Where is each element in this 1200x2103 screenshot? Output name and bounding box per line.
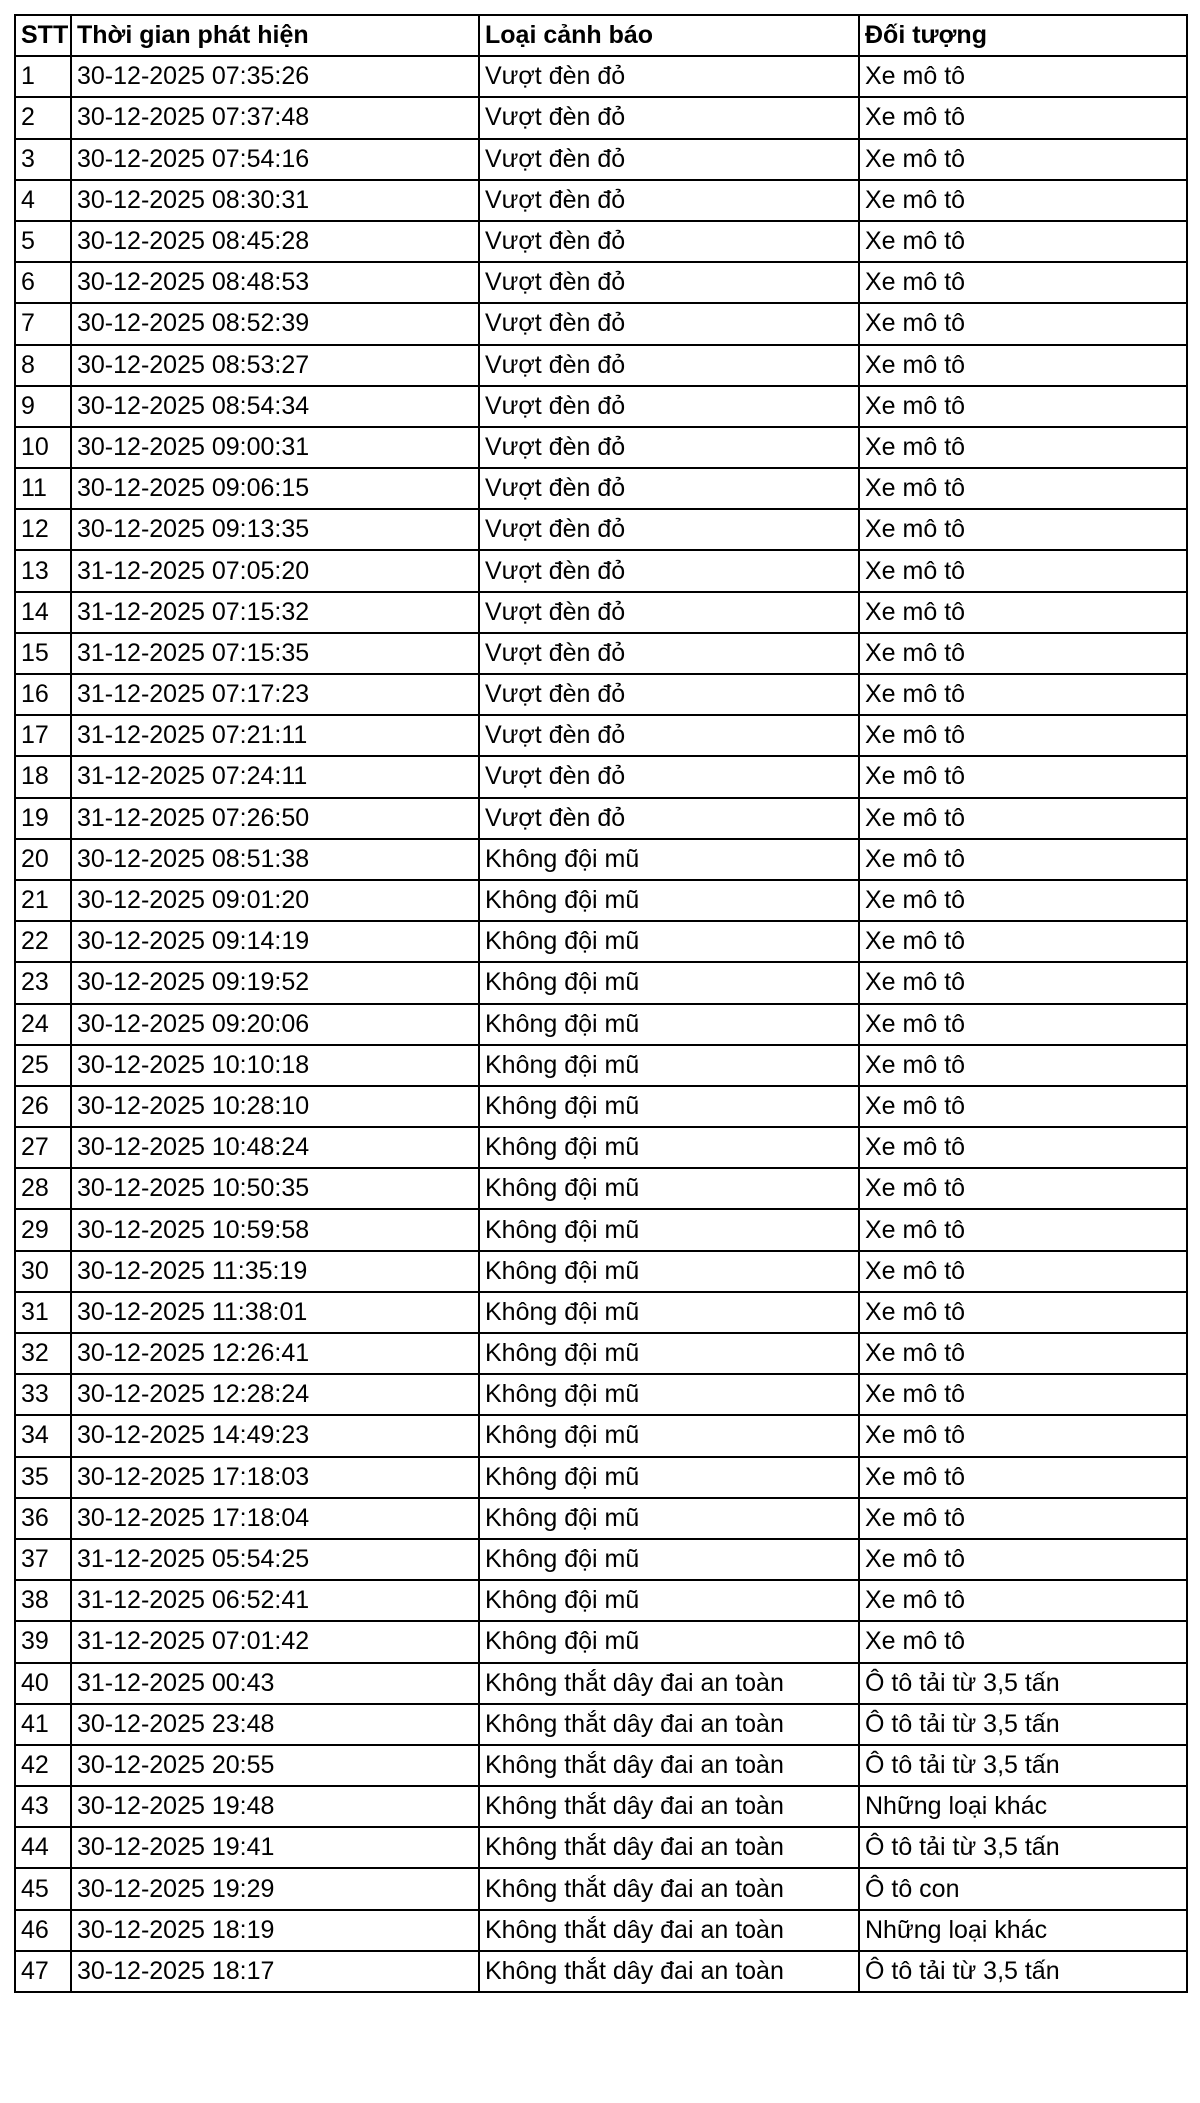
table-row: [15, 1868, 1187, 1909]
cell-detection-time: 30-12-2025 09:19:52: [71, 962, 479, 1003]
cell-stt: 16: [15, 674, 71, 715]
table-row: [15, 962, 1187, 1003]
cell-stt: 17: [15, 715, 71, 756]
cell-alert-type: Vượt đèn đỏ: [479, 139, 859, 180]
cell-detection-time: 30-12-2025 19:41: [71, 1827, 479, 1868]
cell-alert-type: Vượt đèn đỏ: [479, 386, 859, 427]
cell-alert-type: Không đội mũ: [479, 1292, 859, 1333]
table-header: [15, 15, 1187, 56]
table-row: [15, 839, 1187, 880]
cell-detection-time: 30-12-2025 09:00:31: [71, 427, 479, 468]
cell-alert-type: Vượt đèn đỏ: [479, 303, 859, 344]
cell-detection-time: 30-12-2025 07:37:48: [71, 97, 479, 138]
cell-stt: 3: [15, 139, 71, 180]
table-row: [15, 97, 1187, 138]
cell-vehicle-type: Xe mô tô: [859, 1292, 1187, 1333]
table-row: [15, 1374, 1187, 1415]
cell-detection-time: 30-12-2025 23:48: [71, 1704, 479, 1745]
cell-vehicle-type: Xe mô tô: [859, 1168, 1187, 1209]
cell-detection-time: 30-12-2025 19:29: [71, 1868, 479, 1909]
cell-alert-type: Không thắt dây đai an toàn: [479, 1786, 859, 1827]
table-row: [15, 1910, 1187, 1951]
table-row: [15, 1292, 1187, 1333]
cell-vehicle-type: Xe mô tô: [859, 1127, 1187, 1168]
cell-detection-time: 30-12-2025 20:55: [71, 1745, 479, 1786]
cell-alert-type: Vượt đèn đỏ: [479, 97, 859, 138]
cell-stt: 35: [15, 1457, 71, 1498]
cell-detection-time: 30-12-2025 11:35:19: [71, 1251, 479, 1292]
cell-stt: 31: [15, 1292, 71, 1333]
cell-vehicle-type: Xe mô tô: [859, 139, 1187, 180]
cell-detection-time: 30-12-2025 17:18:03: [71, 1457, 479, 1498]
cell-vehicle-type: Ô tô tải từ 3,5 tấn: [859, 1745, 1187, 1786]
table-row: [15, 1827, 1187, 1868]
table-row: [15, 1209, 1187, 1250]
cell-stt: 42: [15, 1745, 71, 1786]
cell-detection-time: 30-12-2025 12:28:24: [71, 1374, 479, 1415]
cell-alert-type: Không đội mũ: [479, 1004, 859, 1045]
cell-vehicle-type: Xe mô tô: [859, 1374, 1187, 1415]
cell-vehicle-type: Xe mô tô: [859, 468, 1187, 509]
cell-detection-time: 31-12-2025 07:05:20: [71, 550, 479, 591]
cell-alert-type: Không thắt dây đai an toàn: [479, 1827, 859, 1868]
cell-detection-time: 30-12-2025 08:48:53: [71, 262, 479, 303]
cell-alert-type: Không đội mũ: [479, 1209, 859, 1250]
header-alert-type: Loại cảnh báo: [479, 15, 859, 56]
table-row: [15, 1004, 1187, 1045]
cell-detection-time: 31-12-2025 00:43: [71, 1663, 479, 1704]
cell-stt: 18: [15, 756, 71, 797]
cell-alert-type: Vượt đèn đỏ: [479, 633, 859, 674]
table-row: [15, 221, 1187, 262]
cell-vehicle-type: Xe mô tô: [859, 509, 1187, 550]
cell-stt: 14: [15, 592, 71, 633]
cell-stt: 8: [15, 345, 71, 386]
cell-stt: 36: [15, 1498, 71, 1539]
cell-vehicle-type: Xe mô tô: [859, 1086, 1187, 1127]
cell-vehicle-type: Xe mô tô: [859, 1415, 1187, 1456]
table-row: [15, 139, 1187, 180]
cell-detection-time: 30-12-2025 10:28:10: [71, 1086, 479, 1127]
cell-stt: 4: [15, 180, 71, 221]
table-row: [15, 345, 1187, 386]
cell-alert-type: Không đội mũ: [479, 1457, 859, 1498]
cell-vehicle-type: Xe mô tô: [859, 262, 1187, 303]
cell-stt: 39: [15, 1621, 71, 1662]
cell-alert-type: Vượt đèn đỏ: [479, 56, 859, 97]
cell-stt: 12: [15, 509, 71, 550]
cell-alert-type: Không đội mũ: [479, 880, 859, 921]
cell-vehicle-type: Xe mô tô: [859, 1457, 1187, 1498]
cell-stt: 33: [15, 1374, 71, 1415]
cell-stt: 43: [15, 1786, 71, 1827]
cell-stt: 28: [15, 1168, 71, 1209]
table-row: [15, 56, 1187, 97]
cell-detection-time: 30-12-2025 08:51:38: [71, 839, 479, 880]
cell-vehicle-type: Xe mô tô: [859, 345, 1187, 386]
cell-alert-type: Không đội mũ: [479, 1580, 859, 1621]
cell-vehicle-type: Xe mô tô: [859, 674, 1187, 715]
cell-alert-type: Vượt đèn đỏ: [479, 262, 859, 303]
cell-vehicle-type: Xe mô tô: [859, 56, 1187, 97]
table-row: [15, 1127, 1187, 1168]
table-row: [15, 1539, 1187, 1580]
cell-stt: 46: [15, 1910, 71, 1951]
cell-detection-time: 30-12-2025 09:13:35: [71, 509, 479, 550]
cell-detection-time: 30-12-2025 18:19: [71, 1910, 479, 1951]
cell-vehicle-type: Ô tô tải từ 3,5 tấn: [859, 1951, 1187, 1992]
cell-detection-time: 30-12-2025 14:49:23: [71, 1415, 479, 1456]
cell-stt: 21: [15, 880, 71, 921]
header-stt: STT: [15, 15, 71, 56]
table-row: [15, 674, 1187, 715]
cell-stt: 23: [15, 962, 71, 1003]
cell-vehicle-type: Ô tô tải từ 3,5 tấn: [859, 1663, 1187, 1704]
table-row: [15, 427, 1187, 468]
violation-table-sheet: [14, 14, 1186, 1993]
cell-alert-type: Vượt đèn đỏ: [479, 468, 859, 509]
cell-stt: 32: [15, 1333, 71, 1374]
table-row: [15, 1168, 1187, 1209]
cell-detection-time: 31-12-2025 07:21:11: [71, 715, 479, 756]
cell-alert-type: Vượt đèn đỏ: [479, 550, 859, 591]
cell-alert-type: Không đội mũ: [479, 1251, 859, 1292]
cell-vehicle-type: Xe mô tô: [859, 1209, 1187, 1250]
table-row: [15, 921, 1187, 962]
cell-stt: 47: [15, 1951, 71, 1992]
cell-alert-type: Vượt đèn đỏ: [479, 674, 859, 715]
cell-vehicle-type: Xe mô tô: [859, 1004, 1187, 1045]
cell-stt: 22: [15, 921, 71, 962]
cell-vehicle-type: Xe mô tô: [859, 427, 1187, 468]
cell-alert-type: Vượt đèn đỏ: [479, 592, 859, 633]
cell-stt: 37: [15, 1539, 71, 1580]
table-row: [15, 1045, 1187, 1086]
cell-detection-time: 30-12-2025 09:01:20: [71, 880, 479, 921]
cell-vehicle-type: Những loại khác: [859, 1786, 1187, 1827]
cell-detection-time: 31-12-2025 07:15:32: [71, 592, 479, 633]
table-row: [15, 468, 1187, 509]
table-row: [15, 509, 1187, 550]
cell-vehicle-type: Xe mô tô: [859, 386, 1187, 427]
header-detection-time: Thời gian phát hiện: [71, 15, 479, 56]
cell-stt: 15: [15, 633, 71, 674]
cell-alert-type: Vượt đèn đỏ: [479, 715, 859, 756]
cell-stt: 38: [15, 1580, 71, 1621]
cell-detection-time: 30-12-2025 09:20:06: [71, 1004, 479, 1045]
cell-stt: 2: [15, 97, 71, 138]
cell-vehicle-type: Ô tô tải từ 3,5 tấn: [859, 1704, 1187, 1745]
cell-alert-type: Không đội mũ: [479, 1168, 859, 1209]
cell-detection-time: 30-12-2025 10:59:58: [71, 1209, 479, 1250]
cell-stt: 7: [15, 303, 71, 344]
cell-vehicle-type: Xe mô tô: [859, 592, 1187, 633]
violation-table: [14, 14, 1188, 1993]
table-row: [15, 880, 1187, 921]
cell-alert-type: Không đội mũ: [479, 1539, 859, 1580]
cell-stt: 34: [15, 1415, 71, 1456]
cell-detection-time: 30-12-2025 10:10:18: [71, 1045, 479, 1086]
cell-alert-type: Vượt đèn đỏ: [479, 345, 859, 386]
cell-vehicle-type: Ô tô tải từ 3,5 tấn: [859, 1827, 1187, 1868]
cell-detection-time: 31-12-2025 07:15:35: [71, 633, 479, 674]
cell-detection-time: 30-12-2025 11:38:01: [71, 1292, 479, 1333]
cell-vehicle-type: Xe mô tô: [859, 303, 1187, 344]
cell-vehicle-type: Xe mô tô: [859, 756, 1187, 797]
cell-stt: 45: [15, 1868, 71, 1909]
cell-vehicle-type: Xe mô tô: [859, 798, 1187, 839]
cell-detection-time: 31-12-2025 07:17:23: [71, 674, 479, 715]
table-row: [15, 1498, 1187, 1539]
cell-detection-time: 31-12-2025 07:01:42: [71, 1621, 479, 1662]
cell-vehicle-type: Xe mô tô: [859, 1251, 1187, 1292]
cell-alert-type: Không đội mũ: [479, 1374, 859, 1415]
table-row: [15, 798, 1187, 839]
cell-detection-time: 31-12-2025 07:26:50: [71, 798, 479, 839]
cell-vehicle-type: Xe mô tô: [859, 221, 1187, 262]
cell-vehicle-type: Xe mô tô: [859, 1333, 1187, 1374]
table-row: [15, 1333, 1187, 1374]
cell-alert-type: Không đội mũ: [479, 962, 859, 1003]
cell-stt: 11: [15, 468, 71, 509]
table-row: [15, 1663, 1187, 1704]
cell-detection-time: 30-12-2025 12:26:41: [71, 1333, 479, 1374]
table-row: [15, 1745, 1187, 1786]
cell-stt: 6: [15, 262, 71, 303]
table-row: [15, 1786, 1187, 1827]
table-row: [15, 592, 1187, 633]
header-vehicle-type: Đối tượng: [859, 15, 1187, 56]
cell-stt: 9: [15, 386, 71, 427]
cell-stt: 25: [15, 1045, 71, 1086]
cell-detection-time: 30-12-2025 09:14:19: [71, 921, 479, 962]
table-row: [15, 550, 1187, 591]
cell-alert-type: Không thắt dây đai an toàn: [479, 1745, 859, 1786]
cell-alert-type: Vượt đèn đỏ: [479, 427, 859, 468]
cell-alert-type: Vượt đèn đỏ: [479, 180, 859, 221]
table-row: [15, 1415, 1187, 1456]
cell-detection-time: 30-12-2025 19:48: [71, 1786, 479, 1827]
cell-stt: 29: [15, 1209, 71, 1250]
cell-detection-time: 31-12-2025 05:54:25: [71, 1539, 479, 1580]
cell-stt: 41: [15, 1704, 71, 1745]
cell-stt: 1: [15, 56, 71, 97]
table-row: [15, 386, 1187, 427]
cell-alert-type: Vượt đèn đỏ: [479, 221, 859, 262]
table-row: [15, 633, 1187, 674]
table-row: [15, 1580, 1187, 1621]
cell-detection-time: 30-12-2025 08:53:27: [71, 345, 479, 386]
cell-alert-type: Vượt đèn đỏ: [479, 798, 859, 839]
cell-alert-type: Không đội mũ: [479, 1498, 859, 1539]
cell-stt: 13: [15, 550, 71, 591]
cell-detection-time: 30-12-2025 18:17: [71, 1951, 479, 1992]
cell-vehicle-type: Xe mô tô: [859, 921, 1187, 962]
cell-alert-type: Không đội mũ: [479, 1127, 859, 1168]
table-row: [15, 303, 1187, 344]
cell-stt: 26: [15, 1086, 71, 1127]
cell-alert-type: Không thắt dây đai an toàn: [479, 1951, 859, 1992]
cell-detection-time: 31-12-2025 06:52:41: [71, 1580, 479, 1621]
table-row: [15, 1457, 1187, 1498]
cell-stt: 30: [15, 1251, 71, 1292]
cell-stt: 24: [15, 1004, 71, 1045]
cell-vehicle-type: Ô tô con: [859, 1868, 1187, 1909]
cell-stt: 44: [15, 1827, 71, 1868]
cell-vehicle-type: Xe mô tô: [859, 1498, 1187, 1539]
cell-stt: 10: [15, 427, 71, 468]
cell-vehicle-type: Xe mô tô: [859, 550, 1187, 591]
cell-detection-time: 30-12-2025 08:45:28: [71, 221, 479, 262]
cell-stt: 40: [15, 1663, 71, 1704]
cell-stt: 19: [15, 798, 71, 839]
cell-vehicle-type: Xe mô tô: [859, 880, 1187, 921]
cell-alert-type: Không thắt dây đai an toàn: [479, 1868, 859, 1909]
cell-alert-type: Không thắt dây đai an toàn: [479, 1910, 859, 1951]
table-row: [15, 180, 1187, 221]
cell-detection-time: 30-12-2025 10:50:35: [71, 1168, 479, 1209]
cell-alert-type: Vượt đèn đỏ: [479, 756, 859, 797]
cell-detection-time: 30-12-2025 07:54:16: [71, 139, 479, 180]
table-row: [15, 262, 1187, 303]
table-row: [15, 1704, 1187, 1745]
cell-detection-time: 30-12-2025 10:48:24: [71, 1127, 479, 1168]
cell-detection-time: 30-12-2025 08:52:39: [71, 303, 479, 344]
table-row: [15, 715, 1187, 756]
cell-vehicle-type: Xe mô tô: [859, 839, 1187, 880]
table-body: [15, 56, 1187, 1992]
cell-alert-type: Không thắt dây đai an toàn: [479, 1663, 859, 1704]
cell-vehicle-type: Xe mô tô: [859, 962, 1187, 1003]
cell-alert-type: Vượt đèn đỏ: [479, 509, 859, 550]
cell-alert-type: Không đội mũ: [479, 1621, 859, 1662]
cell-alert-type: Không đội mũ: [479, 921, 859, 962]
cell-detection-time: 30-12-2025 07:35:26: [71, 56, 479, 97]
cell-alert-type: Không đội mũ: [479, 839, 859, 880]
cell-alert-type: Không đội mũ: [479, 1086, 859, 1127]
header-row: [15, 15, 1187, 56]
table-row: [15, 1621, 1187, 1662]
cell-detection-time: 30-12-2025 08:30:31: [71, 180, 479, 221]
cell-vehicle-type: Xe mô tô: [859, 633, 1187, 674]
cell-alert-type: Không đội mũ: [479, 1045, 859, 1086]
cell-vehicle-type: Xe mô tô: [859, 180, 1187, 221]
cell-stt: 27: [15, 1127, 71, 1168]
cell-detection-time: 30-12-2025 17:18:04: [71, 1498, 479, 1539]
cell-vehicle-type: Xe mô tô: [859, 715, 1187, 756]
table-row: [15, 1086, 1187, 1127]
cell-vehicle-type: Xe mô tô: [859, 1539, 1187, 1580]
cell-vehicle-type: Những loại khác: [859, 1910, 1187, 1951]
cell-vehicle-type: Xe mô tô: [859, 1045, 1187, 1086]
cell-vehicle-type: Xe mô tô: [859, 1580, 1187, 1621]
table-row: [15, 756, 1187, 797]
cell-stt: 20: [15, 839, 71, 880]
cell-detection-time: 30-12-2025 08:54:34: [71, 386, 479, 427]
cell-detection-time: 31-12-2025 07:24:11: [71, 756, 479, 797]
table-row: [15, 1251, 1187, 1292]
cell-detection-time: 30-12-2025 09:06:15: [71, 468, 479, 509]
cell-alert-type: Không thắt dây đai an toàn: [479, 1704, 859, 1745]
cell-vehicle-type: Xe mô tô: [859, 1621, 1187, 1662]
table-row: [15, 1951, 1187, 1992]
cell-alert-type: Không đội mũ: [479, 1333, 859, 1374]
cell-vehicle-type: Xe mô tô: [859, 97, 1187, 138]
cell-alert-type: Không đội mũ: [479, 1415, 859, 1456]
cell-stt: 5: [15, 221, 71, 262]
